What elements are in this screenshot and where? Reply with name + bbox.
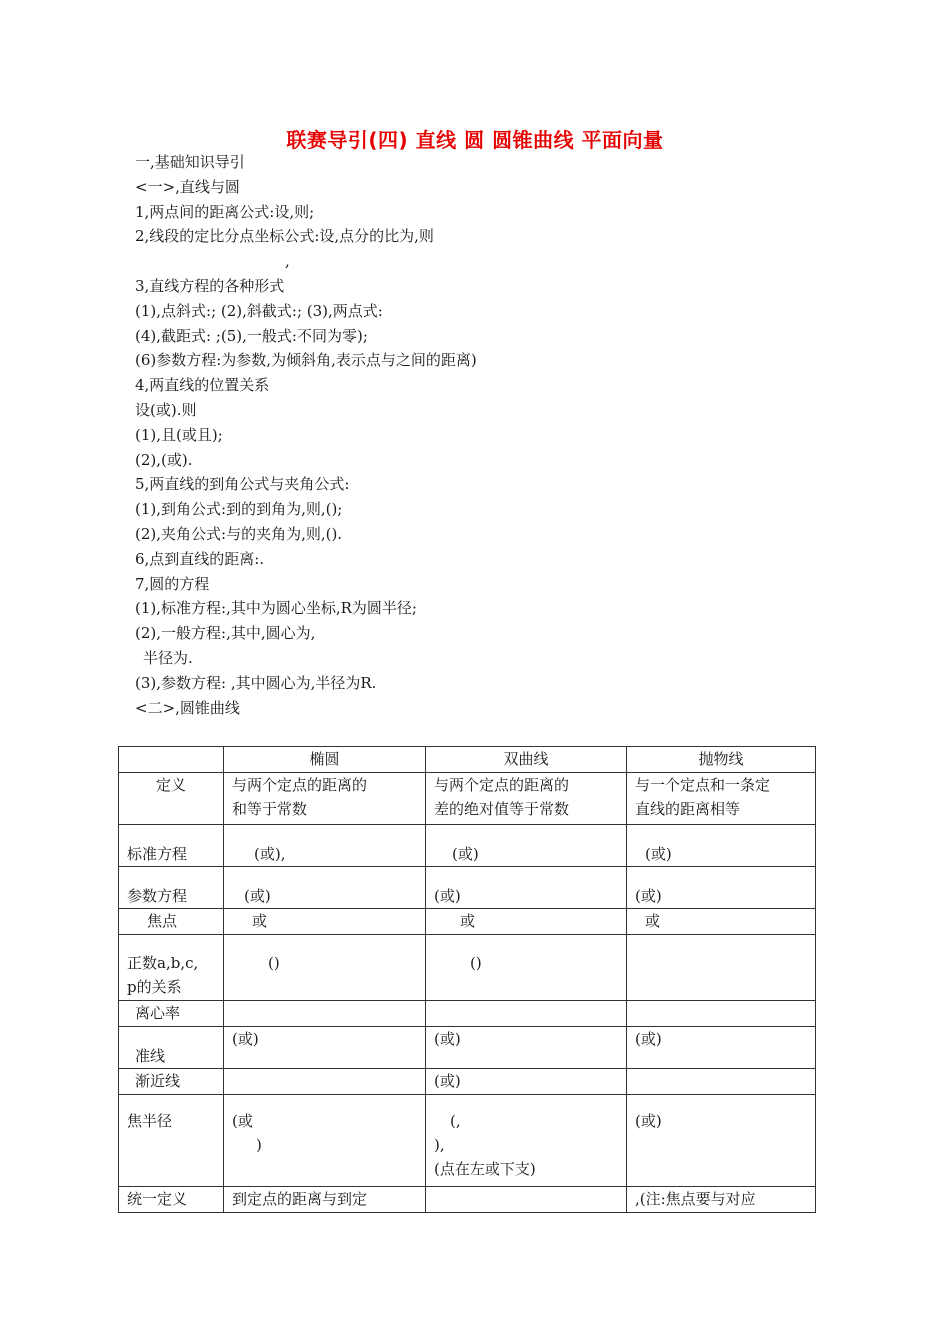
cell-text: 直线的距离相等 bbox=[635, 800, 741, 818]
text-line: 1,两点间的距离公式:设,则; bbox=[135, 202, 315, 221]
table-cell bbox=[627, 935, 816, 1001]
text-line: (2),夹角公式:与的夹角为,则,(). bbox=[135, 524, 343, 543]
table-cell bbox=[224, 1095, 426, 1187]
table-cell: (或) bbox=[627, 1027, 816, 1069]
table-header: 抛物线 bbox=[627, 747, 816, 773]
text-line: 4,两直线的位置关系 bbox=[135, 376, 270, 395]
text-line: 6,点到直线的距离:. bbox=[135, 549, 265, 568]
cell-text: ), bbox=[434, 1136, 445, 1154]
knowledge-section bbox=[135, 150, 835, 720]
subsection-heading: <二>,圆锥曲线 bbox=[135, 698, 240, 717]
text-line: (1),点斜式:; (2),斜截式:; (3),两点式: bbox=[135, 301, 383, 320]
table-cell: (或) bbox=[627, 867, 816, 909]
table-header: 椭圆 bbox=[224, 747, 426, 773]
cell-text: (, bbox=[450, 1112, 461, 1130]
text-line: (6)参数方程:为参数,为倾斜角,表示点与之间的距离) bbox=[135, 351, 477, 370]
cell-text: 正数a,b,c, bbox=[127, 954, 199, 972]
text-line: (2),(或). bbox=[135, 450, 193, 469]
table-cell: 或 bbox=[627, 909, 816, 935]
table-cell bbox=[426, 1187, 627, 1213]
text-line: (4),截距式: ;(5),一般式:不同为零); bbox=[135, 326, 368, 345]
table-header-row bbox=[119, 747, 816, 773]
conic-sections-table bbox=[118, 746, 816, 1213]
table-row bbox=[119, 867, 816, 909]
text-line: (2),一般方程:,其中,圆心为, bbox=[135, 624, 316, 643]
table-cell bbox=[426, 773, 627, 825]
cell-text: 与两个定点的距离的 bbox=[232, 776, 368, 794]
table-cell: () bbox=[426, 935, 627, 1001]
table-cell bbox=[426, 1095, 627, 1187]
cell-text: p的关系 bbox=[127, 978, 182, 996]
table-header: 双曲线 bbox=[426, 747, 627, 773]
table-cell: (或) bbox=[627, 825, 816, 867]
subsection-heading: <一>,直线与圆 bbox=[135, 177, 240, 196]
table-cell bbox=[224, 773, 426, 825]
page-title: 联赛导引(四) 直线 圆 圆锥曲线 平面向量 bbox=[286, 128, 664, 152]
table-row bbox=[119, 1095, 816, 1187]
row-label: 统一定义 bbox=[119, 1187, 224, 1213]
table-cell: (或) bbox=[224, 1027, 426, 1069]
cell-text: (或 bbox=[232, 1112, 253, 1130]
table-row bbox=[119, 825, 816, 867]
text-line: 半径为. bbox=[143, 648, 193, 667]
row-label: 渐近线 bbox=[119, 1069, 224, 1095]
table-cell bbox=[426, 1001, 627, 1027]
table-cell: (或) bbox=[426, 1027, 627, 1069]
text-line: 5,两直线的到角公式与夹角公式: bbox=[135, 475, 350, 494]
text-line: (3),参数方程: ,其中圆心为,半径为R. bbox=[135, 673, 377, 692]
row-label bbox=[119, 935, 224, 1001]
table-cell bbox=[224, 1069, 426, 1095]
cell-text: 和等于常数 bbox=[232, 800, 308, 818]
table-cell: ,(注:焦点要与对应 bbox=[627, 1187, 816, 1213]
cell-text: 与一个定点和一条定 bbox=[635, 776, 771, 794]
cell-text: (点在左或下支) bbox=[434, 1160, 536, 1178]
table-cell: 或 bbox=[224, 909, 426, 935]
cell-text: 与两个定点的距离的 bbox=[434, 776, 570, 794]
table-cell: () bbox=[224, 935, 426, 1001]
table-row bbox=[119, 909, 816, 935]
table-cell: (或) bbox=[224, 867, 426, 909]
table-cell bbox=[627, 1069, 816, 1095]
row-label: 定义 bbox=[119, 773, 224, 825]
table-cell: (或) bbox=[426, 1069, 627, 1095]
table-row bbox=[119, 773, 816, 825]
section-heading: 一,基础知识导引 bbox=[135, 153, 245, 171]
table-cell: 到定点的距离与到定 bbox=[224, 1187, 426, 1213]
text-line: , bbox=[285, 252, 290, 271]
table-cell bbox=[627, 773, 816, 825]
table-row bbox=[119, 1027, 816, 1069]
text-line: (1),标准方程:,其中为圆心坐标,R为圆半径; bbox=[135, 599, 417, 618]
table-cell: (或) bbox=[426, 867, 627, 909]
row-label: 焦点 bbox=[119, 909, 224, 935]
text-line: 2,线段的定比分点坐标公式:设,点分的比为,则 bbox=[135, 227, 434, 246]
row-label: 离心率 bbox=[119, 1001, 224, 1027]
table-cell: (或), bbox=[224, 825, 426, 867]
table-cell bbox=[627, 1001, 816, 1027]
table-cell bbox=[224, 1001, 426, 1027]
table-row bbox=[119, 1187, 816, 1213]
cell-text: ) bbox=[256, 1136, 262, 1154]
text-line: (1),到角公式:到的到角为,则,(); bbox=[135, 500, 343, 519]
table-row bbox=[119, 1069, 816, 1095]
text-line: 7,圆的方程 bbox=[135, 574, 210, 593]
text-line: (1),且(或且); bbox=[135, 425, 223, 444]
row-label: 准线 bbox=[119, 1027, 224, 1069]
row-label: 参数方程 bbox=[119, 867, 224, 909]
table-header bbox=[119, 747, 224, 773]
cell-text: 差的绝对值等于常数 bbox=[434, 800, 570, 818]
table-row bbox=[119, 935, 816, 1001]
table-row bbox=[119, 1001, 816, 1027]
text-line: 设(或).则 bbox=[135, 400, 197, 419]
row-label: 焦半径 bbox=[119, 1095, 224, 1187]
table-cell: (或) bbox=[627, 1095, 816, 1187]
table-cell: (或) bbox=[426, 825, 627, 867]
table-cell: 或 bbox=[426, 909, 627, 935]
text-line: 3,直线方程的各种形式 bbox=[135, 276, 285, 295]
row-label: 标准方程 bbox=[119, 825, 224, 867]
